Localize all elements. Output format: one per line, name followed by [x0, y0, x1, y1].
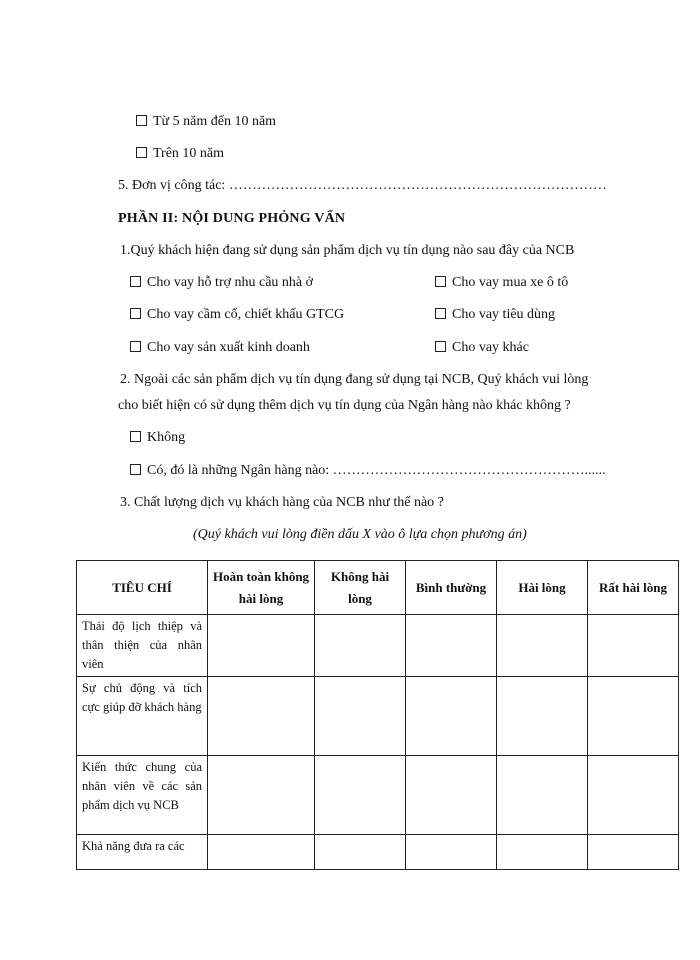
rating-cell[interactable] — [406, 756, 497, 835]
option-label: Trên 10 năm — [153, 146, 225, 161]
checkbox[interactable] — [130, 308, 141, 319]
rating-cell[interactable] — [406, 677, 497, 756]
q1-option-business[interactable] — [130, 340, 310, 356]
table-row — [77, 677, 679, 756]
q2-option-yes[interactable] — [130, 463, 606, 479]
question-3-instruction: (Quý khách vui lòng điền dấu X vào ô lựa chọn phương án) — [193, 527, 527, 542]
rating-cell[interactable] — [497, 615, 588, 677]
criterion-cell: Khả năng đưa ra các — [77, 835, 208, 870]
option-label: Cho vay hỗ trợ nhu cầu nhà ở — [147, 275, 314, 290]
header-very-dissatisfied: Hoàn toàn không hài lòng — [208, 561, 315, 615]
criterion-cell: Thái độ lịch thiệp và thân thiện của nhân viên — [77, 615, 208, 677]
table-row — [77, 615, 679, 677]
rating-cell[interactable] — [208, 835, 315, 870]
rating-cell[interactable] — [208, 677, 315, 756]
option-label: Từ 5 năm đến 10 năm — [153, 114, 277, 129]
option-label: Cho vay mua xe ô tô — [452, 275, 569, 290]
option-label: Không — [147, 430, 186, 445]
option-label: Có, đó là những Ngân hàng nào: — [147, 463, 330, 478]
option-label: Cho vay tiêu dùng — [452, 307, 556, 322]
rating-cell[interactable] — [497, 756, 588, 835]
question-2-line-2: cho biết hiện có sử dụng thêm dịch vụ tín dụng của Ngân hàng nào khác không ? — [118, 398, 571, 413]
q1-option-consumer[interactable] — [435, 307, 555, 323]
rating-cell[interactable] — [588, 756, 679, 835]
header-dissatisfied: Không hài lòng — [315, 561, 406, 615]
rating-cell[interactable] — [315, 835, 406, 870]
checkbox[interactable] — [435, 308, 446, 319]
option-label: Cho vay cầm cố, chiết khấu GTCG — [147, 307, 345, 322]
option-label: Cho vay khác — [452, 340, 529, 355]
rating-cell[interactable] — [208, 615, 315, 677]
checkbox[interactable] — [130, 431, 141, 442]
question-3-text: 3. Chất lượng dịch vụ khách hàng của NCB như thế nào ? — [120, 495, 444, 510]
workplace-fill-line[interactable]: ……………………………………………………………………… — [228, 178, 607, 193]
q2-option-no[interactable] — [130, 430, 185, 446]
question-1-text: 1.Quý khách hiện đang sử dụng sản phẩm dịch vụ tín dụng nào sau đây của NCB — [120, 243, 575, 258]
q1-option-housing[interactable] — [130, 275, 313, 291]
header-very-satisfied: Rất hài lòng — [588, 561, 679, 615]
tenure-option-5-10[interactable] — [136, 114, 276, 130]
rating-cell[interactable] — [588, 677, 679, 756]
header-neutral: Bình thường — [406, 561, 497, 615]
other-banks-fill-line[interactable]: ………………………………………………...... — [332, 463, 606, 478]
q1-option-other[interactable] — [435, 340, 529, 356]
header-satisfied: Hài lòng — [497, 561, 588, 615]
rating-cell[interactable] — [497, 677, 588, 756]
criterion-cell: Kiến thức chung của nhân viên về các sản phẩm dịch vụ NCB — [77, 756, 208, 835]
question-5-label: 5. Đơn vị công tác: — [118, 178, 226, 193]
criterion-cell: Sự chủ động và tích cực giúp đỡ khách hàng — [77, 677, 208, 756]
header-criteria: TIÊU CHÍ — [77, 561, 208, 615]
checkbox[interactable] — [130, 464, 141, 475]
table-row — [77, 756, 679, 835]
checkbox[interactable] — [435, 276, 446, 287]
table-row — [77, 835, 679, 870]
rating-cell[interactable] — [497, 835, 588, 870]
rating-cell[interactable] — [315, 677, 406, 756]
rating-cell[interactable] — [208, 756, 315, 835]
rating-cell[interactable] — [406, 615, 497, 677]
rating-cell[interactable] — [315, 615, 406, 677]
q1-option-pledge[interactable] — [130, 307, 344, 323]
tenure-option-over-10[interactable] — [136, 146, 224, 162]
checkbox[interactable] — [130, 276, 141, 287]
checkbox[interactable] — [136, 115, 147, 126]
table-header-row — [77, 561, 679, 615]
satisfaction-table — [76, 560, 679, 870]
checkbox[interactable] — [136, 147, 147, 158]
q1-option-car[interactable] — [435, 275, 568, 291]
rating-cell[interactable] — [406, 835, 497, 870]
checkbox[interactable] — [130, 341, 141, 352]
rating-cell[interactable] — [588, 615, 679, 677]
rating-cell[interactable] — [588, 835, 679, 870]
rating-cell[interactable] — [315, 756, 406, 835]
section-2-title: PHẦN II: NỘI DUNG PHỎNG VẤN — [118, 211, 346, 226]
checkbox[interactable] — [435, 341, 446, 352]
question-2-line-1: 2. Ngoài các sản phẩm dịch vụ tín dụng đang sử dụng tại NCB, Quý khách vui lòng — [120, 372, 589, 387]
question-5-workplace — [118, 178, 607, 194]
option-label: Cho vay sản xuất kinh doanh — [147, 340, 310, 355]
